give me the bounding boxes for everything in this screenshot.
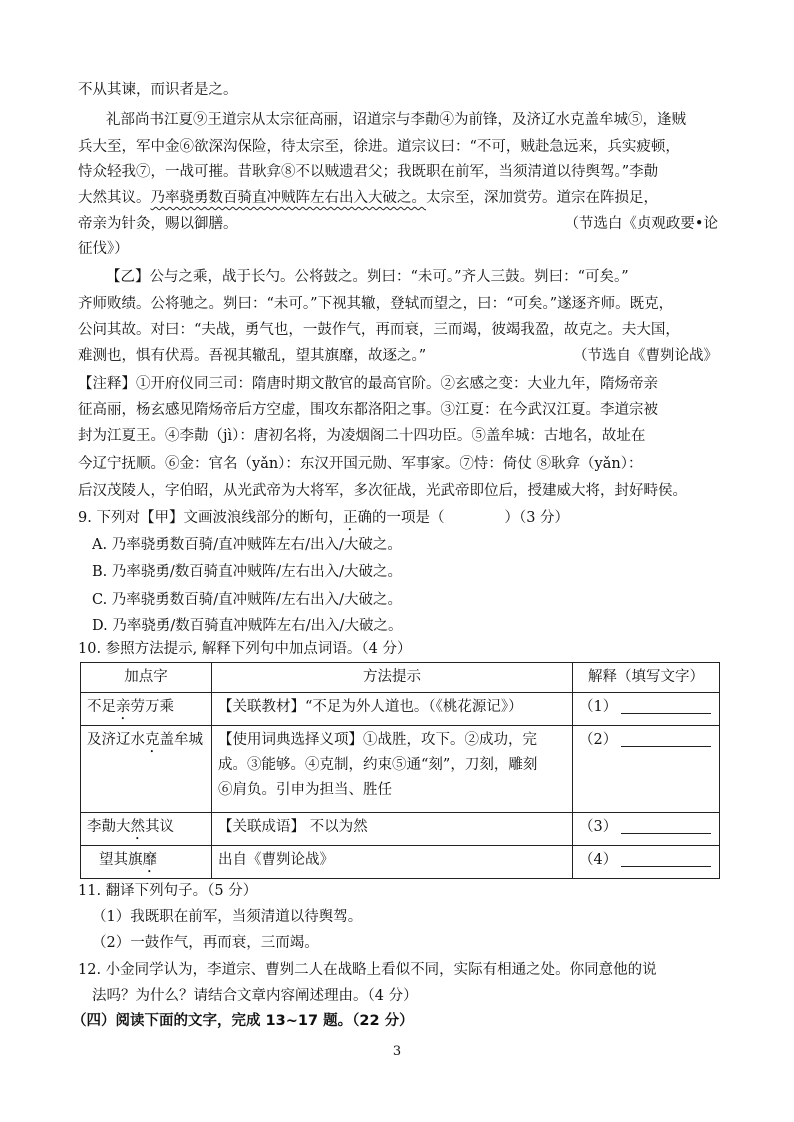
question-12-stem: 12. 小金同学认为，李道宗、曹刿二人在战略上看似不同，实际有相通之处。你同意他的说 — [78, 962, 657, 978]
phrase-cell: 及济辽水克盖牟城 — [81, 726, 212, 813]
answer-blank[interactable] — [621, 817, 711, 834]
table-row — [81, 846, 720, 879]
emphasized-char: 然 — [130, 819, 145, 835]
table-header: 加点字 — [81, 663, 212, 693]
emphasized-char: 正 — [342, 510, 358, 526]
wavy-underlined-sentence: 乃率骁勇数百骑直冲贼阵左右出入大破之。 — [150, 190, 426, 206]
question-11-stem: 11. 翻译下列句子。（5 分） — [78, 883, 258, 899]
source-citation-a-cont: 征伐》） — [78, 241, 129, 257]
yi-text-line: 公问其故。对曰：“夫战，勇气也，一鼓作气，再而衰，三而竭，彼竭我盈，故克之。夫大国， — [78, 322, 680, 338]
option-d[interactable]: D. 乃率骁勇/数百骑直冲贼阵左右/出入/大破之。 — [92, 618, 403, 634]
question-9-stem: 9. 下列对【甲】文画波浪线部分的断句，正确的一项是（ ）（3 分） — [78, 510, 570, 526]
text-line: 恃众轻我⑦，一战可摧。昔耿弇⑧不以贼遗君父；我既职在前军，当须清道以待舆驾。”李勣 — [78, 164, 659, 180]
hint-cell: 【关联教材】“不足为外人道也。（《桃花源记》） — [212, 693, 573, 726]
option-b[interactable]: B. 乃率骁勇/数百骑直冲贼阵/左右出入/大破之。 — [92, 564, 403, 580]
translation-item: （2）一鼓作气，再而衰，三而竭。 — [92, 935, 319, 951]
yi-text-line: 【乙】公与之乘，战于长勺。公将鼓之。刿曰：“未可。”齐人三鼓。刿曰：“可矣。” — [106, 269, 629, 285]
page-number: 3 — [392, 1044, 402, 1059]
phrase-cell: 望其旗靡 — [81, 846, 212, 879]
section-heading: （四）阅读下面的文字，完成 13~17 题。（22 分） — [72, 1013, 414, 1029]
text-line: 兵大至，军中金⑥欲深沟保险，待太宗至，徐进。道宗议曰：“不可，贼赴急远来，兵实疲顿， — [78, 139, 680, 155]
source-citation-a: （节选白《贞观政要•论 — [564, 216, 718, 232]
text-line: 礼部尚书江夏⑨王道宗从太宗征高丽，诏道宗与李勣④为前锋，及济辽水克盖牟城⑤，逢贼 — [106, 112, 686, 128]
emphasized-char: 亲 — [116, 699, 131, 715]
notes-line: 【注释】①开府仪同三司：隋唐时期文散官的最高官阶。②玄感之变：大业九年，隋炀帝亲 — [78, 376, 658, 392]
answer-cell[interactable]: （3） — [573, 813, 720, 846]
hint-cell: 出自《曹刿论战》 — [212, 846, 573, 879]
notes-line: 征高丽，杨玄感见隋炀帝后方空虚，围攻东都洛阳之事。③江夏：在今武汉江夏。李道宗被 — [78, 402, 658, 418]
option-a[interactable]: A. 乃率骁勇数百骑/直冲贼阵左右/出入/大破之。 — [92, 537, 402, 553]
answer-blank[interactable] — [621, 850, 711, 867]
notes-line: 后汉茂陵人，字伯昭，从光武帝为大将军，多次征战，光武帝即位后，授建威大将，封好畤侯。 — [78, 483, 687, 499]
table-row — [81, 726, 720, 813]
emphasized-char: 靡 — [142, 852, 157, 868]
answer-cell[interactable]: （2） — [573, 726, 720, 813]
answer-cell[interactable]: （1） — [573, 693, 720, 726]
answer-blank[interactable] — [621, 697, 711, 714]
text-line: 不从其谏，而识者是之。 — [78, 82, 238, 98]
source-citation-b: （节选自《曹刿论战》 — [573, 348, 718, 364]
hint-cell: 【使用词典选择义项】①战胜，攻下。②成功，完 成。③能够。④克制，约束⑤通“刻”，刀刻，雕刻 ⑥肩负。引申为担当、胜任 — [212, 726, 573, 813]
text-line: 帝亲为针灸，赐以御膳。 — [78, 216, 238, 232]
hint-cell: 【关联成语】 不以为然 — [212, 813, 573, 846]
notes-line: 封为江夏王。④李勣（jì）：唐初名将，为凌烟阁二十四功臣。⑤盖牟城：古地名，故址在 — [78, 428, 646, 444]
question-12-stem-cont: 法吗？为什么？请结合文章内容阐述理由。（4 分） — [92, 988, 418, 1004]
emphasized-char: 克 — [145, 732, 160, 748]
answer-blank[interactable] — [621, 730, 711, 747]
table-header: 解释（填写文字） — [573, 663, 720, 693]
yi-text-line: 齐师败绩。公将驰之。刿曰：“未可。”下视其辙，登轼而望之，曰：“可矣。”遂逐齐师。既克， — [78, 296, 674, 312]
text-segment: 太宗至，深加赏劳。道宗在阵损足， — [426, 190, 658, 206]
table-row — [81, 813, 720, 846]
answer-cell[interactable]: （4） — [573, 846, 720, 879]
text-line-with-wavy — [78, 186, 718, 212]
phrase-cell: 不足亲劳万乘 — [81, 693, 212, 726]
option-c[interactable]: C. 乃率骁勇数百骑/直冲贼阵/左右出入/大破之。 — [92, 592, 402, 608]
translation-item: （1）我既职在前军，当须清道以待舆驾。 — [92, 909, 363, 925]
table-header: 方法提示 — [212, 663, 573, 693]
notes-line: 今辽宁抚顺。⑥金：官名（yǎn）：东汉开国元勋、军事家。⑦恃：倚仗 ⑧耿弇（yǎn）： — [78, 456, 643, 472]
text-segment: 大然其议。 — [78, 190, 151, 206]
table-header-row — [81, 663, 720, 693]
table-row — [81, 693, 720, 726]
phrase-cell: 李勣大然其议 — [81, 813, 212, 846]
question-10-stem: 10. 参照方法提示, 解释下列句中加点词语。（4 分） — [78, 641, 412, 657]
yi-text-line: 难测也，惧有伏焉。吾视其辙乱，望其旗靡，故逐之。” — [78, 348, 427, 364]
method-table — [80, 662, 720, 879]
